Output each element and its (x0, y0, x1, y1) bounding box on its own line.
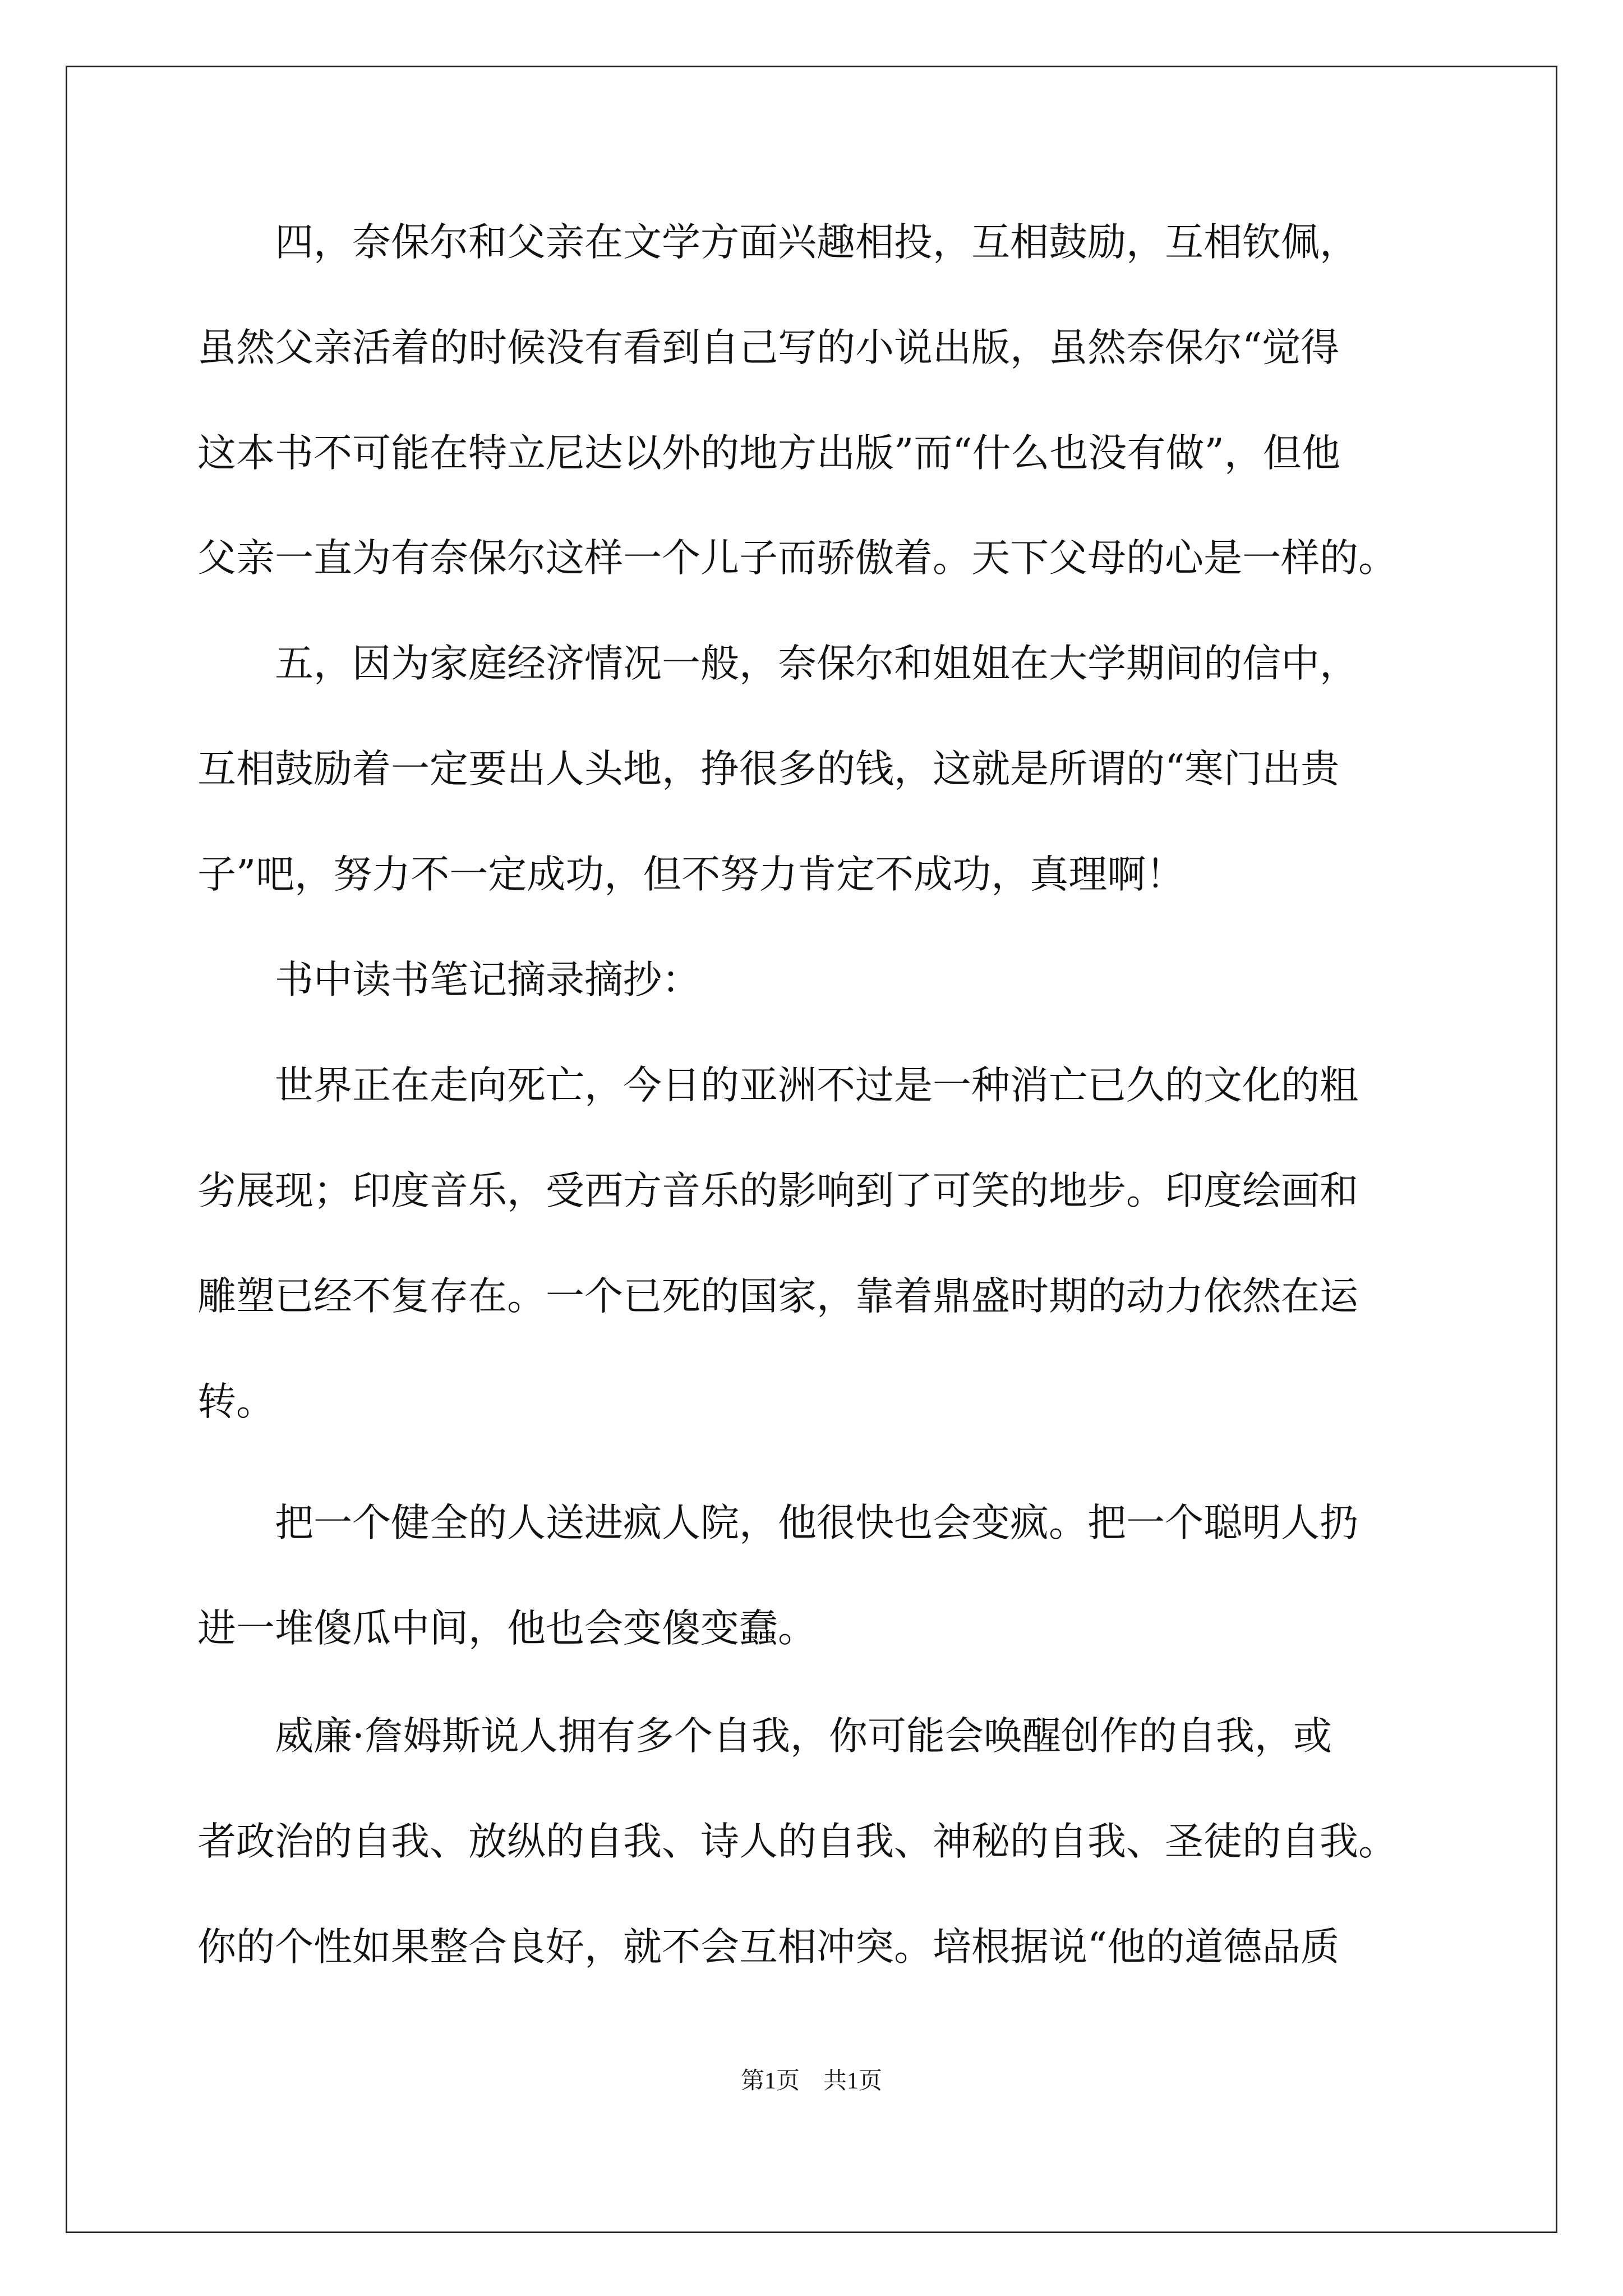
paragraph-line: 四，奈保尔和父亲在文学方面兴趣相投，互相鼓励，互相钦佩， (275, 220, 1358, 265)
page-number: 第1页 (740, 2068, 800, 2094)
paragraph-line: 子”吧，努力不一定成功，但不努力肯定不成功，真理啊！ (197, 852, 1185, 897)
paragraph-line: 父亲一直为有奈保尔这样一个儿子而骄傲着。天下父母的心是一样的。 (197, 536, 1397, 581)
paragraph-line: 把一个健全的人送进疯人院，他很快也会变疯。把一个聪明人扔 (275, 1501, 1358, 1545)
paragraph-line: 劣展现；印度音乐，受西方音乐的影响到了可笑的地步。印度绘画和 (197, 1168, 1358, 1213)
page-border (66, 66, 1557, 2233)
paragraph-line: 雕塑已经不复存在。一个已死的国家，靠着鼎盛时期的动力依然在运 (197, 1274, 1358, 1319)
paragraph-line: 转。 (197, 1379, 275, 1424)
paragraph-line: 世界正在走向死亡，今日的亚洲不过是一种消亡已久的文化的粗 (275, 1063, 1358, 1108)
paragraph-line: 威廉·詹姆斯说人拥有多个自我，你可能会唤醒创作的自我，或 (275, 1714, 1332, 1759)
page-total: 共1页 (823, 2068, 883, 2094)
page-footer (0, 2064, 1623, 2098)
paragraph-line: 这本书不可能在特立尼达以外的地方出版”而“什么也没有做”，但他 (197, 431, 1340, 476)
paragraph-line: 者政治的自我、放纵的自我、诗人的自我、神秘的自我、圣徒的自我。 (197, 1819, 1397, 1864)
paragraph-line: 你的个性如果整合良好，就不会互相冲突。培根据说“他的道德品质 (197, 1925, 1340, 1970)
paragraph-line: 进一堆傻瓜中间，他也会变傻变蠢。 (197, 1606, 817, 1651)
paragraph-line: 虽然父亲活着的时候没有看到自己写的小说出版，虽然奈保尔“觉得 (197, 325, 1340, 370)
section-heading: 书中读书笔记摘录摘抄： (275, 958, 700, 1002)
paragraph-line: 互相鼓励着一定要出人头地，挣很多的钱，这就是所谓的“寒门出贵 (197, 747, 1340, 792)
paragraph-line: 五，因为家庭经济情况一般，奈保尔和姐姐在大学期间的信中， (275, 641, 1358, 686)
